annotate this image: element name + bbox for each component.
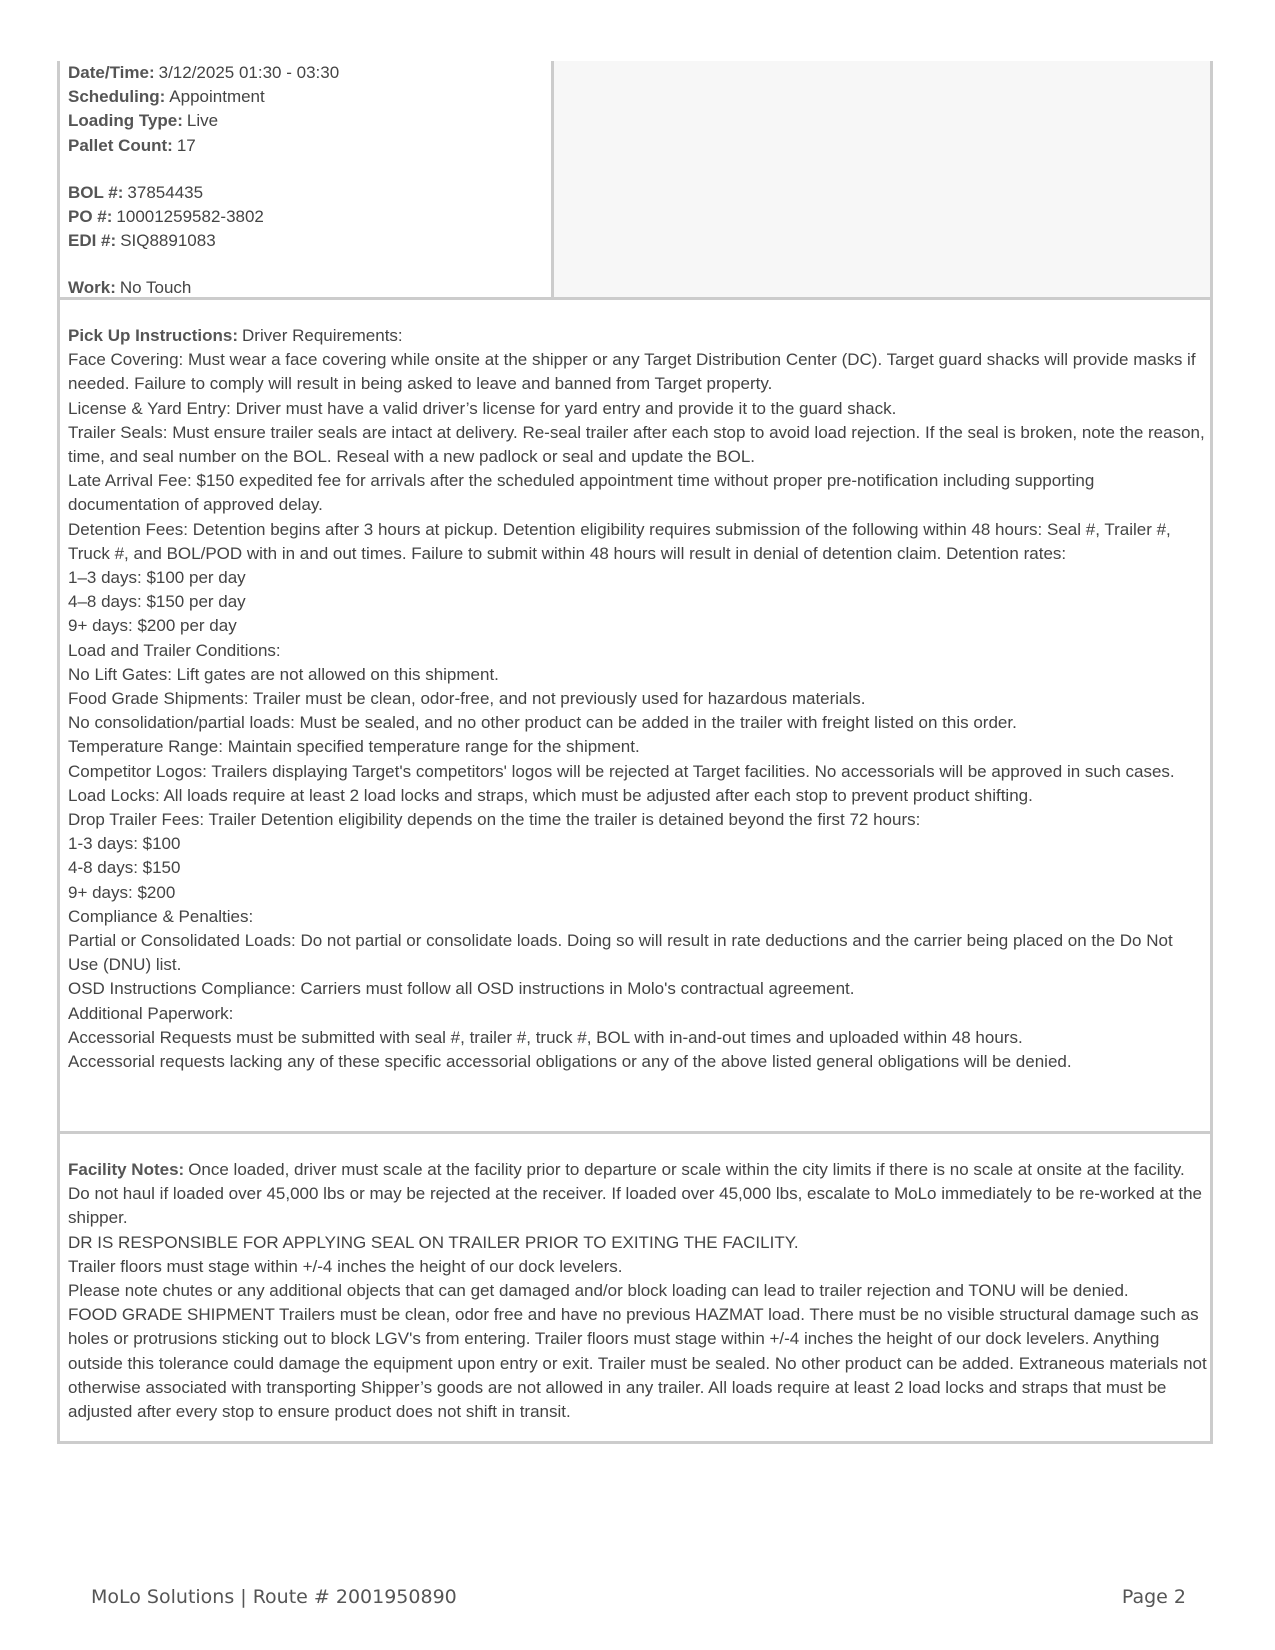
blank-panel (554, 61, 1210, 297)
loading-type-row (68, 109, 551, 133)
work-row (68, 276, 551, 300)
instruction-line: Accessorial requests lacking any of these specific accessorial obligations or any of the above listed general obligations will be denied. (68, 1052, 1072, 1072)
instruction-line: Compliance & Penalties: (68, 906, 254, 926)
field-label: BOL #: (68, 182, 124, 202)
instruction-line: License & Yard Entry: Driver must have a valid driver’s license for yard entry and provide it to the guard shack. (68, 398, 897, 418)
instruction-line: Temperature Range: Maintain specified temperature range for the shipment. (68, 737, 640, 757)
field-label: Scheduling: (68, 87, 166, 107)
bol-row (68, 181, 551, 205)
edi-row (68, 229, 551, 253)
instruction-line: Detention Fees: Detention begins after 3 hours at pickup. Detention eligibility requires submission of the following within 48 hours: Seal #, Trailer #, Truck #, and BOL/POD with in and out times. Failure to submit within 48 hours will result in denial of detention claim. Detention rates: (68, 519, 1171, 563)
section-label: Facility Notes: (68, 1160, 185, 1179)
instruction-line: 1–3 days: $100 per day (68, 568, 246, 588)
pickup-instructions-section (57, 300, 1213, 1134)
instruction-line: Accessorial Requests must be submitted with seal #, trailer #, truck #, BOL with in-and-out times and uploaded within 48 hours. (68, 1027, 1023, 1047)
field-value: 37854435 (127, 182, 204, 202)
instruction-line: 9+ days: $200 per day (68, 616, 237, 636)
instruction-line: Trailer Seals: Must ensure trailer seals are intact at delivery. Re-seal trailer after each stop to avoid load rejection. If the seal is broken, note the reason, time, and seal number on the BOL. Reseal with a new padlock or seal and update the BOL. (68, 422, 1205, 467)
field-label: Loading Type: (68, 111, 183, 131)
instruction-line: Food Grade Shipments: Trailer must be clean, odor-free, and not previously used for hazardous materials. (68, 689, 866, 709)
field-value: 3/12/2025 01:30 - 03:30 (158, 63, 340, 82)
document-body (57, 61, 1213, 1444)
section-intro: Driver Requirements: (242, 326, 403, 345)
field-value: Appointment (169, 87, 265, 107)
field-label: PO #: (68, 206, 113, 226)
shipment-details (60, 61, 554, 297)
field-value: No Touch (119, 278, 192, 298)
footer-route: MoLo Solutions | Route # 2001950890 (91, 1586, 457, 1608)
field-value: SIQ8891083 (120, 231, 216, 251)
shipment-details-section (57, 61, 1213, 300)
instruction-line: Partial or Consolidated Loads: Do not partial or consolidate loads. Doing so will result in rate deductions and the carrier being placed on the Do Not Use (DNU) list. (68, 931, 1173, 975)
po-row (68, 205, 551, 229)
pickup-heading-line (68, 324, 1206, 348)
section-label: Pick Up Instructions: (68, 326, 239, 345)
section-intro: Once loaded, driver must scale at the facility prior to departure or scale within the city limits if there is no scale at onsite at the facility. Do not haul if loaded over 45,000 lbs or may be rejected at the receiver. If loaded over 45,000 lbs, escalate to MoLo immediately to be re-worked at the shipper. (68, 1160, 1202, 1228)
instruction-line: Additional Paperwork: (68, 1003, 234, 1023)
field-label: Date/Time: (68, 63, 155, 82)
field-value: Live (186, 111, 219, 131)
instruction-line: 9+ days: $200 (68, 882, 176, 902)
spacer (68, 253, 551, 276)
instruction-line: No Lift Gates: Lift gates are not allowed on this shipment. (68, 664, 499, 684)
instruction-line: Load Locks: All loads require at least 2 load locks and straps, which must be adjusted after each stop to prevent product shifting. (68, 785, 1033, 805)
instruction-line: Load and Trailer Conditions: (68, 640, 281, 660)
footer-page-number: Page 2 (1121, 1586, 1186, 1608)
pallet-count-row (68, 134, 551, 158)
instruction-line: 4-8 days: $150 (68, 858, 181, 878)
field-label: EDI #: (68, 231, 117, 251)
facility-note-line: DR IS RESPONSIBLE FOR APPLYING SEAL ON TRAILER PRIOR TO EXITING THE FACILITY. (68, 1232, 799, 1252)
instruction-line: Late Arrival Fee: $150 expedited fee for arrivals after the scheduled appointment time without proper pre-notification including supporting documentation of approved delay. (68, 471, 1095, 515)
instruction-line: Drop Trailer Fees: Trailer Detention eligibility depends on the time the trailer is detained beyond the first 72 hours: (68, 810, 921, 830)
instruction-line: OSD Instructions Compliance: Carriers must follow all OSD instructions in Molo's contractual agreement. (68, 979, 855, 999)
instruction-line: No consolidation/partial loads: Must be sealed, and no other product can be added in the trailer with freight listed on this order. (68, 713, 1017, 733)
field-value: 10001259582-3802 (116, 206, 264, 226)
facility-notes-section (57, 1134, 1213, 1444)
page-footer (91, 1586, 1186, 1608)
instruction-line: 4–8 days: $150 per day (68, 592, 246, 612)
spacer (68, 158, 551, 181)
instruction-line: Face Covering: Must wear a face covering while onsite at the shipper or any Target Distribution Center (DC). Target guard shacks will provide masks if needed. Failure to comply will result in being asked to leave and banned from Target property. (68, 350, 1196, 394)
date-time-row (68, 61, 551, 85)
field-value: 17 (176, 135, 196, 155)
scheduling-row (68, 85, 551, 109)
facility-note-line: FOOD GRADE SHIPMENT Trailers must be clean, odor free and have no previous HAZMAT load. There must be no visible structural damage such as holes or protrusions sticking out to block LGV's from entering. Trailer floors must stage within +/-4 inches the height of our dock levelers. Anything outside this tolerance could damage the equipment upon entry or exit. Trailer must be sealed. No other product can be added. Extraneous materials not otherwise associated with transporting Shipper’s goods are not allowed in any trailer. All loads require at least 2 load locks and straps that must be adjusted after every stop to ensure product does not shift in transit. (68, 1305, 1207, 1422)
instruction-line: 1-3 days: $100 (68, 834, 181, 854)
facility-note-line: Please note chutes or any additional objects that can get damaged and/or block loading can lead to trailer rejection and TONU will be denied. (68, 1281, 1129, 1301)
field-label: Pallet Count: (68, 135, 173, 155)
facility-note-line: Trailer floors must stage within +/-4 inches the height of our dock levelers. (68, 1256, 623, 1276)
field-label: Work: (68, 278, 116, 298)
facility-heading-line (68, 1158, 1210, 1231)
instruction-line: Competitor Logos: Trailers displaying Target's competitors' logos will be rejected at Target facilities. No accessorials will be approved in such cases. (68, 761, 1175, 781)
